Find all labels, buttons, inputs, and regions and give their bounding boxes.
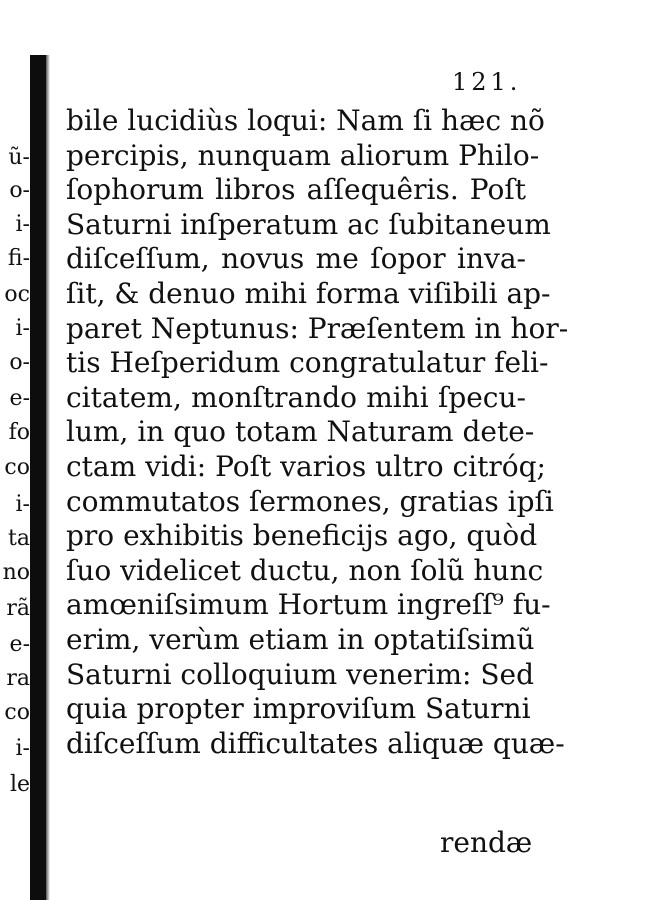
fragment-line: i- <box>15 316 30 341</box>
fragment-line: o- <box>9 350 30 375</box>
page-number: 121. <box>452 68 522 96</box>
page-body-text <box>66 104 569 761</box>
text-line: diſceſſum difficultates aliquæ quæ- <box>66 726 565 760</box>
fragment-line: e- <box>9 386 30 411</box>
fragment-line: rã <box>6 596 30 621</box>
text-line: ſuo videlicet ductu, non ſolũ hunc <box>66 553 544 587</box>
text-line: Saturni inſperatum ac ſubitaneum <box>66 207 551 241</box>
text-line: Saturni colloquium venerim: Sed <box>66 657 535 691</box>
text-line: percipis, nunquam aliorum Philo- <box>66 138 540 172</box>
text-line: ſit, & denuo mihi forma viſibili ap- <box>66 276 551 310</box>
fragment-line: co <box>4 455 30 480</box>
text-line: commutatos ſermones, gratias ipſi <box>66 484 554 518</box>
text-line: bile lucidiùs loqui: Nam ſi hæc nõ <box>66 104 545 137</box>
text-line: erim, verùm etiam in optatiſsimũ <box>66 622 535 656</box>
fragment-line: o- <box>9 178 30 203</box>
fragment-line: fi- <box>7 246 30 271</box>
fragment-line: ra <box>6 666 30 691</box>
text-line: quia propter improviſum Saturni <box>66 692 531 726</box>
fragment-line: fo <box>8 420 30 445</box>
fragment-line: i- <box>15 736 30 761</box>
fragment-line: co <box>4 700 30 725</box>
catchword: rendæ <box>440 826 533 859</box>
fragment-line: ta <box>8 526 30 551</box>
fragment-line: le <box>9 772 30 797</box>
text-line: tis Heſperidum congratulatur feli- <box>66 346 549 380</box>
text-line: ctam vidi: Poſt varios ultro citróq; <box>66 449 546 483</box>
book-gutter <box>30 55 46 900</box>
text-line: citatem, monſtrando mihi ſpecu- <box>66 380 526 414</box>
text-line: amœniſsimum Hortum ingreſſ⁹ fu- <box>66 588 551 622</box>
fragment-line: i- <box>15 212 30 237</box>
gutter-shadow <box>46 55 50 900</box>
facing-page-fragments <box>0 0 30 900</box>
text-line: pro exhibitis beneficijs ago, quòd <box>66 519 538 553</box>
text-line: ſophorum libros aſſequêris. Poſt <box>66 173 526 207</box>
fragment-line: no <box>2 560 30 585</box>
text-line: paret Neptunus: Præſentem in hor- <box>66 311 569 345</box>
fragment-line: e- <box>9 632 30 657</box>
text-line: diſceſſum, novus me ſopor inva- <box>66 242 526 276</box>
fragment-line: i- <box>15 492 30 517</box>
fragment-line: ũ- <box>8 145 30 170</box>
text-line: lum, in quo totam Naturam dete- <box>66 415 535 449</box>
fragment-line: oc <box>4 282 30 307</box>
